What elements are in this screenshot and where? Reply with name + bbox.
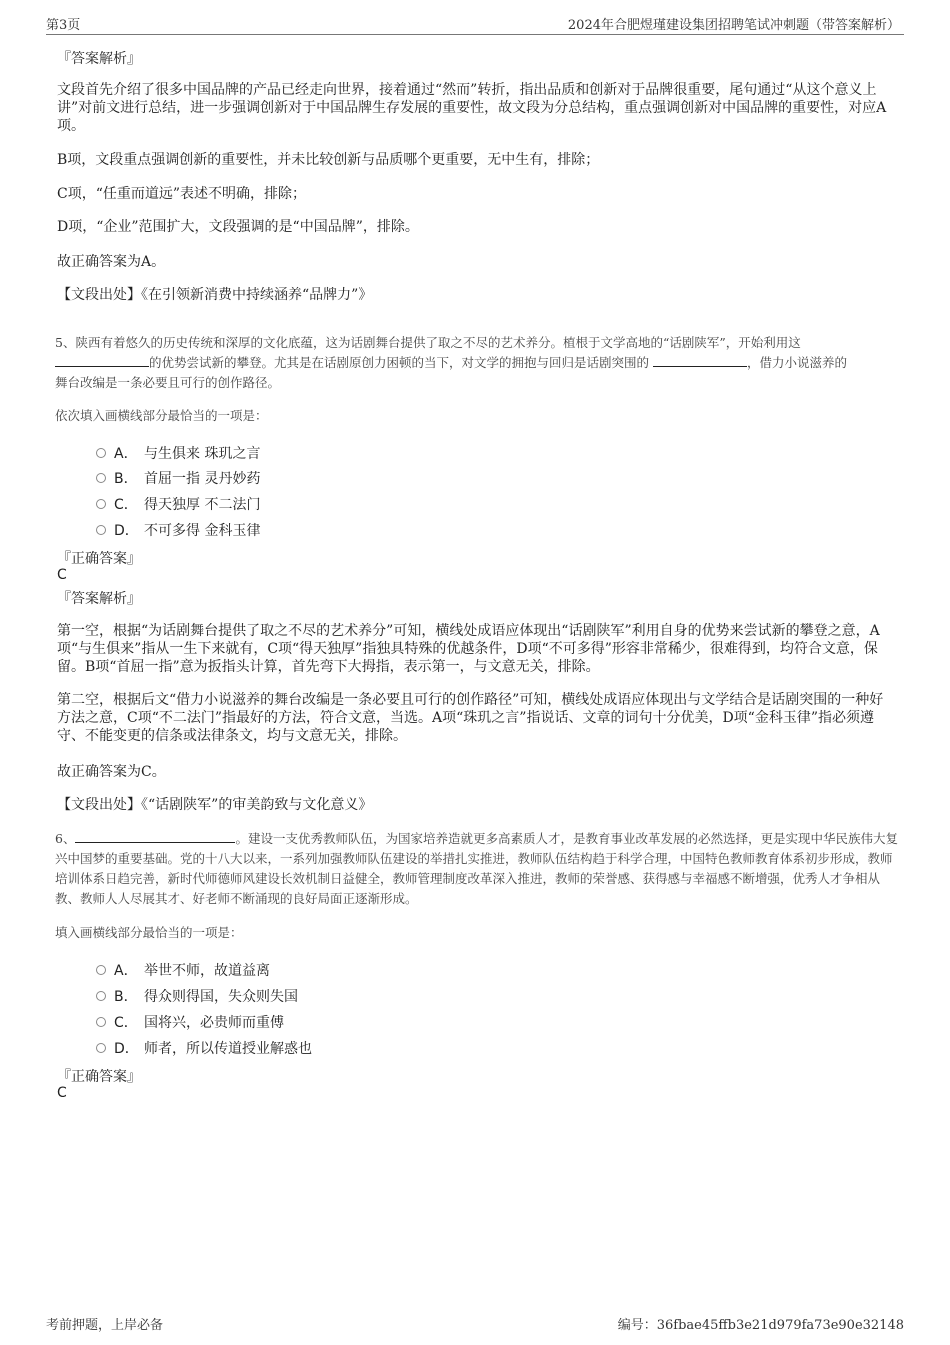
q5-source: 【文段出处】《“话剧陕军”的审美韵致与文化意义》 xyxy=(57,797,373,813)
radio-icon[interactable] xyxy=(96,525,106,535)
page-number: 第3页 xyxy=(46,18,81,33)
q5-answer: C xyxy=(57,567,67,583)
footer-slogan: 考前押题，上岸必备 xyxy=(46,1318,164,1333)
q6-option-a[interactable]: A． 举世不师，故道益离 xyxy=(96,960,270,980)
q5-answer-label: 『正确答案』 xyxy=(57,551,141,567)
q5-option-a[interactable]: A． 与生俱来 珠玑之言 xyxy=(96,443,260,463)
radio-icon[interactable] xyxy=(96,448,106,458)
q4-source: 【文段出处】《在引领新消费中持续涵养“品牌力”》 xyxy=(57,287,373,303)
q5-stem: 5、陕西有着悠久的历史传统和深厚的文化底蕴，这为话剧舞台提供了取之不尽的艺术养分。植根于文学高地的“话剧陕军”，开始利用这 的优势尝试新的攀登。尤其是在话剧原创力困顿的当下，对文学的拥抱与回归是话剧突围的 ，借力小说滋养的 舞台改编是一条必要且可行的创作路径。 xyxy=(55,335,848,390)
radio-icon[interactable] xyxy=(96,1017,106,1027)
q6-answer: C xyxy=(57,1085,67,1101)
radio-icon[interactable] xyxy=(96,473,106,483)
q5-answer-summary: 故正确答案为C。 xyxy=(57,764,166,780)
document-title: 2024年合肥煜瑾建设集团招聘笔试冲刺题（带答案解析） xyxy=(567,18,900,33)
q5-analysis-p1: 第一空，根据“为话剧舞台提供了取之不尽的艺术养分”可知，横线处成语应体现出“话剧陕军”利用自身的优势来尝试新的攀登之意，A项“与生俱来”指从一生下来就有，C项“得天独厚”指独具特殊的优越条件，D项“不可多得”形容非常稀少，很难得到，均符合文意，保留。B项“首屈一指”意为扳指头计算，首先弯下大拇指，表示第一，与文意无关，排除。 xyxy=(57,623,880,675)
q5-option-d[interactable]: D． 不可多得 金科玉律 xyxy=(96,520,260,540)
q4-analysis-p4: D项，“企业”范围扩大，文段强调的是“中国品牌”，排除。 xyxy=(57,219,419,235)
q5-blank-2 xyxy=(653,354,747,367)
document-code: 编号：36fbae45ffb3e21d979fa73e90e32148 xyxy=(617,1318,904,1333)
radio-icon[interactable] xyxy=(96,991,106,1001)
q5-option-c[interactable]: C． 得天独厚 不二法门 xyxy=(96,494,260,514)
q6-option-d[interactable]: D． 师者，所以传道授业解惑也 xyxy=(96,1038,312,1058)
page-header xyxy=(46,14,904,35)
radio-icon[interactable] xyxy=(96,499,106,509)
q6-option-b[interactable]: B． 得众则得国，失众则失国 xyxy=(96,986,298,1006)
q5-analysis-p2: 第二空，根据后文“借力小说滋养的舞台改编是一条必要且可行的创作路径”可知，横线处成语应体现出与文学结合是话剧突围的一种好方法之意，C项“不二法门”指最好的方法，符合文意，当选。A项“珠玑之言”指说话、文章的词句十分优美，D项“金科玉律”指必须遵守、不能变更的信条或法律条文，均与文意无关，排除。 xyxy=(57,692,884,744)
q6-answer-label: 『正确答案』 xyxy=(57,1069,141,1085)
q5-analysis-label: 『答案解析』 xyxy=(57,591,141,607)
q6-prompt: 填入画横线部分最恰当的一项是： xyxy=(55,925,243,940)
q4-analysis-label: 『答案解析』 xyxy=(57,51,141,67)
radio-icon[interactable] xyxy=(96,965,106,975)
q6-option-c[interactable]: C． 国将兴，必贵师而重傅 xyxy=(96,1012,284,1032)
q6-blank xyxy=(75,830,235,843)
q6-stem: 6、 。建设一支优秀教师队伍，为国家培养造就更多高素质人才，是教育事业改革发展的必然选择，更是实现中华民族伟大复兴中国梦的重要基础。党的十八大以来，一系列加强教师队伍建设的举措扎实推进，教师队伍结构趋于科学合理，中国特色教师教育体系初步形成，教师培训体系日趋完善，新时代师德师风建设长效机制日益健全，教师管理制度改革深入推进，教师的荣誉感、获得感与幸福感不断增强，优秀人才争相从教、教师人人尽展其才、好老师不断涌现的良好局面正逐渐形成。 xyxy=(55,831,898,906)
q4-analysis-p1: 文段首先介绍了很多中国品牌的产品已经走向世界，接着通过“然而”转折，指出品质和创新对于品牌很重要，尾句通过“从这个意义上讲”对前文进行总结，进一步强调创新对于中国品牌生存发展的重要性，故文段为分总结构，重点强调创新对中国品牌的重要性，对应A项。 xyxy=(57,82,887,134)
q4-analysis-p2: B项，文段重点强调创新的重要性，并未比较创新与品质哪个更重要，无中生有，排除； xyxy=(57,152,600,168)
q5-blank-1 xyxy=(55,354,149,367)
radio-icon[interactable] xyxy=(96,1043,106,1053)
q4-answer-summary: 故正确答案为A。 xyxy=(57,254,166,270)
q5-option-b[interactable]: B． 首屈一指 灵丹妙药 xyxy=(96,468,260,488)
q5-prompt: 依次填入画横线部分最恰当的一项是： xyxy=(55,408,268,423)
q4-analysis-p3: C项，“任重而道远”表述不明确，排除； xyxy=(57,186,307,202)
